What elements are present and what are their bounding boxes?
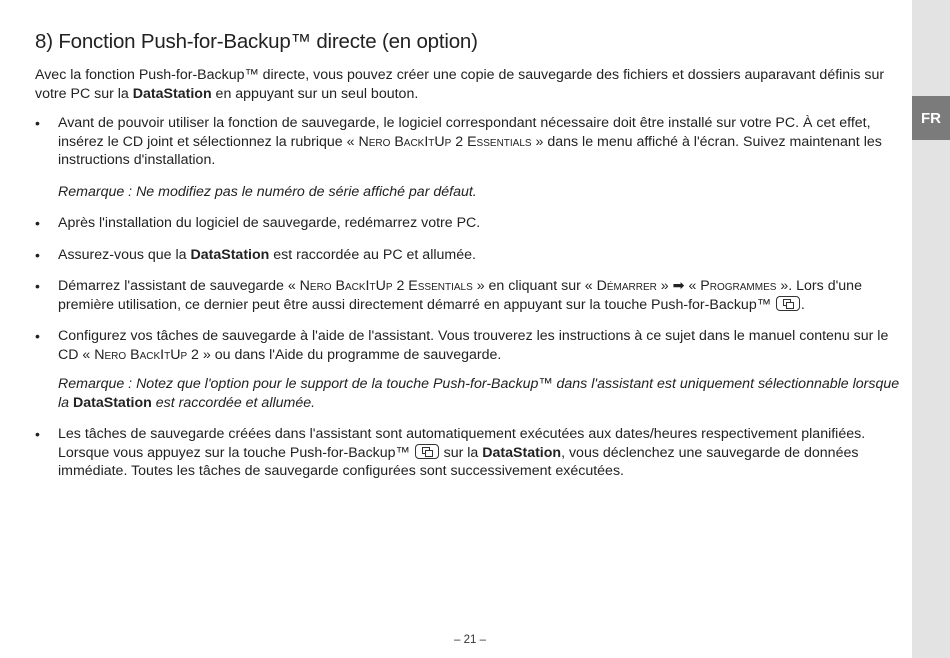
text-span: Les tâches de sauvegarde créées dans l'assistant sont automatiquement exécutées aux dates/heures respectivement planifiées. Lorsque vous appuyez sur la touche Push-for-Backup™ bbox=[58, 426, 866, 461]
intro-text-1: Avec la fonction Push-for-Backup™ directe, vous pouvez créer une copie de sauvegarde des fichiers et dossiers auparavant définis sur votre PC sur la bbox=[35, 67, 885, 102]
text-span: est raccordée et allumée. bbox=[151, 394, 316, 411]
page-content bbox=[35, 30, 900, 494]
software-name: Nero BackItUp 2 Essentials bbox=[358, 133, 532, 150]
section-title: 8) Fonction Push-for-Backup™ directe (en option) bbox=[35, 30, 478, 53]
text-span: Configurez vos tâches de sauvegarde à l'aide de l'assistant. Vous trouverez les instructions à ce sujet dans le manuel contenu sur le CD « bbox=[58, 328, 889, 363]
bullet-marker: • bbox=[35, 328, 40, 344]
menu-name-programs: Programmes bbox=[700, 278, 777, 294]
text-span: Démarrez l'assistant de sauvegarde « bbox=[58, 278, 300, 294]
menu-name-start: Démarrer bbox=[596, 278, 657, 294]
bullet-marker: • bbox=[35, 278, 40, 294]
bullet-marker: • bbox=[35, 115, 40, 131]
list-item-text bbox=[58, 277, 900, 314]
page-number: – 21 – bbox=[454, 634, 486, 646]
language-tab: FR bbox=[912, 96, 950, 140]
text-span: . bbox=[800, 296, 805, 313]
intro-text-2: en appuyant sur un seul bouton. bbox=[211, 85, 419, 102]
text-span: , vous déclenchez une sauvegarde de données immédiate. Toutes les tâches de sauvegarde configurées sont successivement exécutées. bbox=[58, 444, 859, 479]
bullet-marker: • bbox=[35, 215, 40, 231]
list-item bbox=[35, 114, 900, 170]
list-item-text bbox=[58, 327, 900, 364]
bullet-marker: • bbox=[35, 426, 40, 442]
text-span: » en cliquant sur « bbox=[472, 278, 597, 294]
list-item-text bbox=[58, 425, 900, 481]
software-name: Nero BackItUp 2 bbox=[94, 346, 199, 363]
text-span: » ou dans l'Aide du programme de sauvegarde. bbox=[198, 346, 502, 363]
text-span: Remarque : Notez que l'option pour le support de la touche Push-for-Backup™ dans l'assistant est uniquement sélectionnable lorsque la bbox=[58, 376, 900, 411]
push-backup-icon bbox=[415, 444, 439, 459]
text-span: Avant de pouvoir utiliser la fonction de sauvegarde, le logiciel correspondant nécessaire doit être installé sur votre PC. À cet effet, insérez le CD joint et sélectionnez la rubrique « bbox=[58, 115, 871, 150]
text-span: Assurez-vous que la bbox=[58, 246, 191, 263]
device-name: DataStation bbox=[190, 246, 270, 263]
text-span: » ➡ « bbox=[656, 278, 701, 294]
bullet-marker: • bbox=[35, 246, 40, 263]
push-backup-icon bbox=[776, 296, 800, 311]
list-item bbox=[35, 214, 900, 233]
list-item-text bbox=[58, 114, 900, 170]
text-span: sur la bbox=[439, 444, 483, 461]
text-span: » dans le menu affiché à l'écran. Suivez maintenant les instructions d'installation. bbox=[58, 133, 882, 168]
note-paragraph: Remarque : Ne modifiez pas le numéro de série affiché par défaut. bbox=[58, 183, 477, 200]
list-item bbox=[35, 425, 900, 481]
list-item bbox=[35, 327, 900, 364]
list-item bbox=[35, 277, 900, 314]
list-item-text bbox=[58, 246, 900, 265]
text-span: ». Lors d'une première utilisation, ce dernier peut être aussi directement démarré en appuyant sur la touche Push-for-Backup™ bbox=[58, 278, 862, 313]
software-name: Nero BackItUp 2 Essentials bbox=[299, 278, 473, 294]
device-name: DataStation bbox=[72, 394, 152, 411]
intro-bold: DataStation bbox=[132, 85, 212, 102]
list-item-text: Après l'installation du logiciel de sauvegarde, redémarrez votre PC. bbox=[58, 215, 481, 231]
list-item bbox=[35, 246, 900, 265]
text-span: est raccordée au PC et allumée. bbox=[269, 246, 476, 263]
intro-paragraph bbox=[35, 66, 900, 103]
note-paragraph bbox=[35, 375, 900, 412]
device-name: DataStation bbox=[482, 444, 562, 461]
